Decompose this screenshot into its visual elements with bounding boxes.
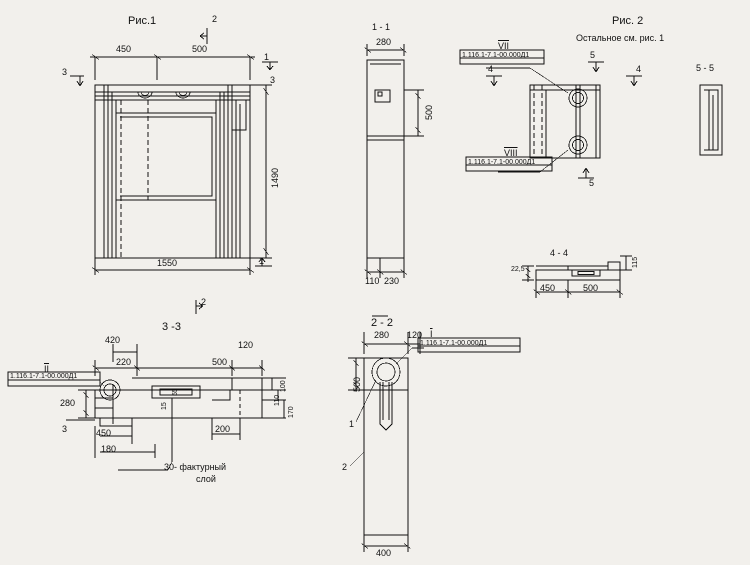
dim-s33-120: 120 bbox=[238, 340, 254, 350]
dim-s22-120: 120 bbox=[407, 330, 423, 340]
callout-VII-code: 1.116.1-7.1-00.000Д1 bbox=[462, 52, 530, 59]
callout-II-code: 1.116.1-7.1-00.000Д1 bbox=[10, 373, 78, 380]
dim-fig1-1490: 1490 bbox=[270, 167, 280, 188]
section-mark-4-left: 4 bbox=[488, 64, 494, 74]
fig1-title: Рис.1 bbox=[128, 15, 157, 27]
dim-s33-15: 15 bbox=[161, 402, 168, 410]
dim-s33-55: 55 bbox=[172, 388, 179, 396]
dim-s33-420: 420 bbox=[105, 335, 121, 345]
part-mark-2: 2 bbox=[342, 462, 348, 472]
dim-s11-230: 230 bbox=[384, 276, 400, 286]
note-texture-layer-line2: слой bbox=[196, 474, 216, 484]
dim-s44-500: 500 bbox=[583, 283, 599, 293]
dim-s44-225: 22,5 bbox=[511, 266, 525, 273]
dim-s33-3: 3 bbox=[62, 424, 68, 434]
dim-s44-115: 115 bbox=[632, 256, 639, 268]
fig2-title: Рис. 2 bbox=[612, 15, 644, 27]
section-mark-3-left: 3 bbox=[62, 67, 68, 77]
dim-s33-500: 500 bbox=[212, 357, 228, 367]
dim-s33-280: 280 bbox=[60, 398, 76, 408]
dim-s33-220: 220 bbox=[116, 357, 132, 367]
dim-fig1-450: 450 bbox=[116, 44, 132, 54]
section-mark-5-bottom: 5 bbox=[589, 178, 595, 188]
dim-s22-280: 280 bbox=[374, 330, 390, 340]
dim-s11-500: 500 bbox=[424, 104, 434, 120]
callout-I-code: 1.116.1-7.1-00.000Д1 bbox=[420, 340, 488, 347]
callout-VIII-number: VIII bbox=[504, 148, 518, 158]
section-mark-4-right: 4 bbox=[636, 64, 642, 74]
fig2-note: Остальное см. рис. 1 bbox=[576, 33, 665, 43]
dim-s44-450: 450 bbox=[540, 283, 556, 293]
callout-VIII-code: 1.116.1-7.1-00.000Д1 bbox=[468, 159, 536, 166]
callout-II-number: $\overline{II}$ bbox=[44, 364, 50, 374]
dim-fig1-3-right: 3 bbox=[270, 75, 276, 85]
section-1-1-title: 1 - 1 bbox=[372, 22, 391, 32]
section-5-5-title: 5 - 5 bbox=[696, 63, 715, 73]
dim-s33-450: 450 bbox=[96, 428, 112, 438]
section-2-2-title: 2 - 2 bbox=[371, 317, 394, 329]
callout-I-number: $\overline{I}$ bbox=[430, 329, 433, 339]
section-mark-1-top: 1 bbox=[264, 52, 270, 62]
dim-s22-400: 400 bbox=[376, 548, 392, 558]
dim-s11-110: 110 bbox=[365, 276, 380, 286]
dim-fig1-500: 500 bbox=[192, 44, 208, 54]
section-mark-2-top: 2 bbox=[212, 14, 218, 24]
dim-s33-180: 180 bbox=[101, 444, 117, 454]
dim-s11-280: 280 bbox=[376, 37, 392, 47]
section-4-4-title: 4 - 4 bbox=[550, 248, 569, 258]
section-mark-5-top: 5 bbox=[590, 50, 596, 60]
dim-s33-170: 170 bbox=[288, 406, 295, 418]
dim-s33-200: 200 bbox=[215, 424, 231, 434]
note-texture-layer-line1: 30- фактурный bbox=[164, 462, 227, 472]
section-mark-1-bottom: 1 bbox=[259, 256, 265, 266]
dim-s22-500: 500 bbox=[352, 376, 362, 392]
callout-VII-number: $\overline{VII}$ bbox=[498, 41, 510, 51]
dim-s33-110: 110 bbox=[274, 394, 281, 406]
section-mark-2-bottom: 2 bbox=[201, 297, 207, 307]
dim-s33-100: 100 bbox=[280, 380, 287, 392]
part-mark-1: 1 bbox=[349, 419, 355, 429]
section-3-3-title: 3 -3 bbox=[162, 321, 181, 333]
dim-fig1-1550: 1550 bbox=[157, 258, 178, 268]
